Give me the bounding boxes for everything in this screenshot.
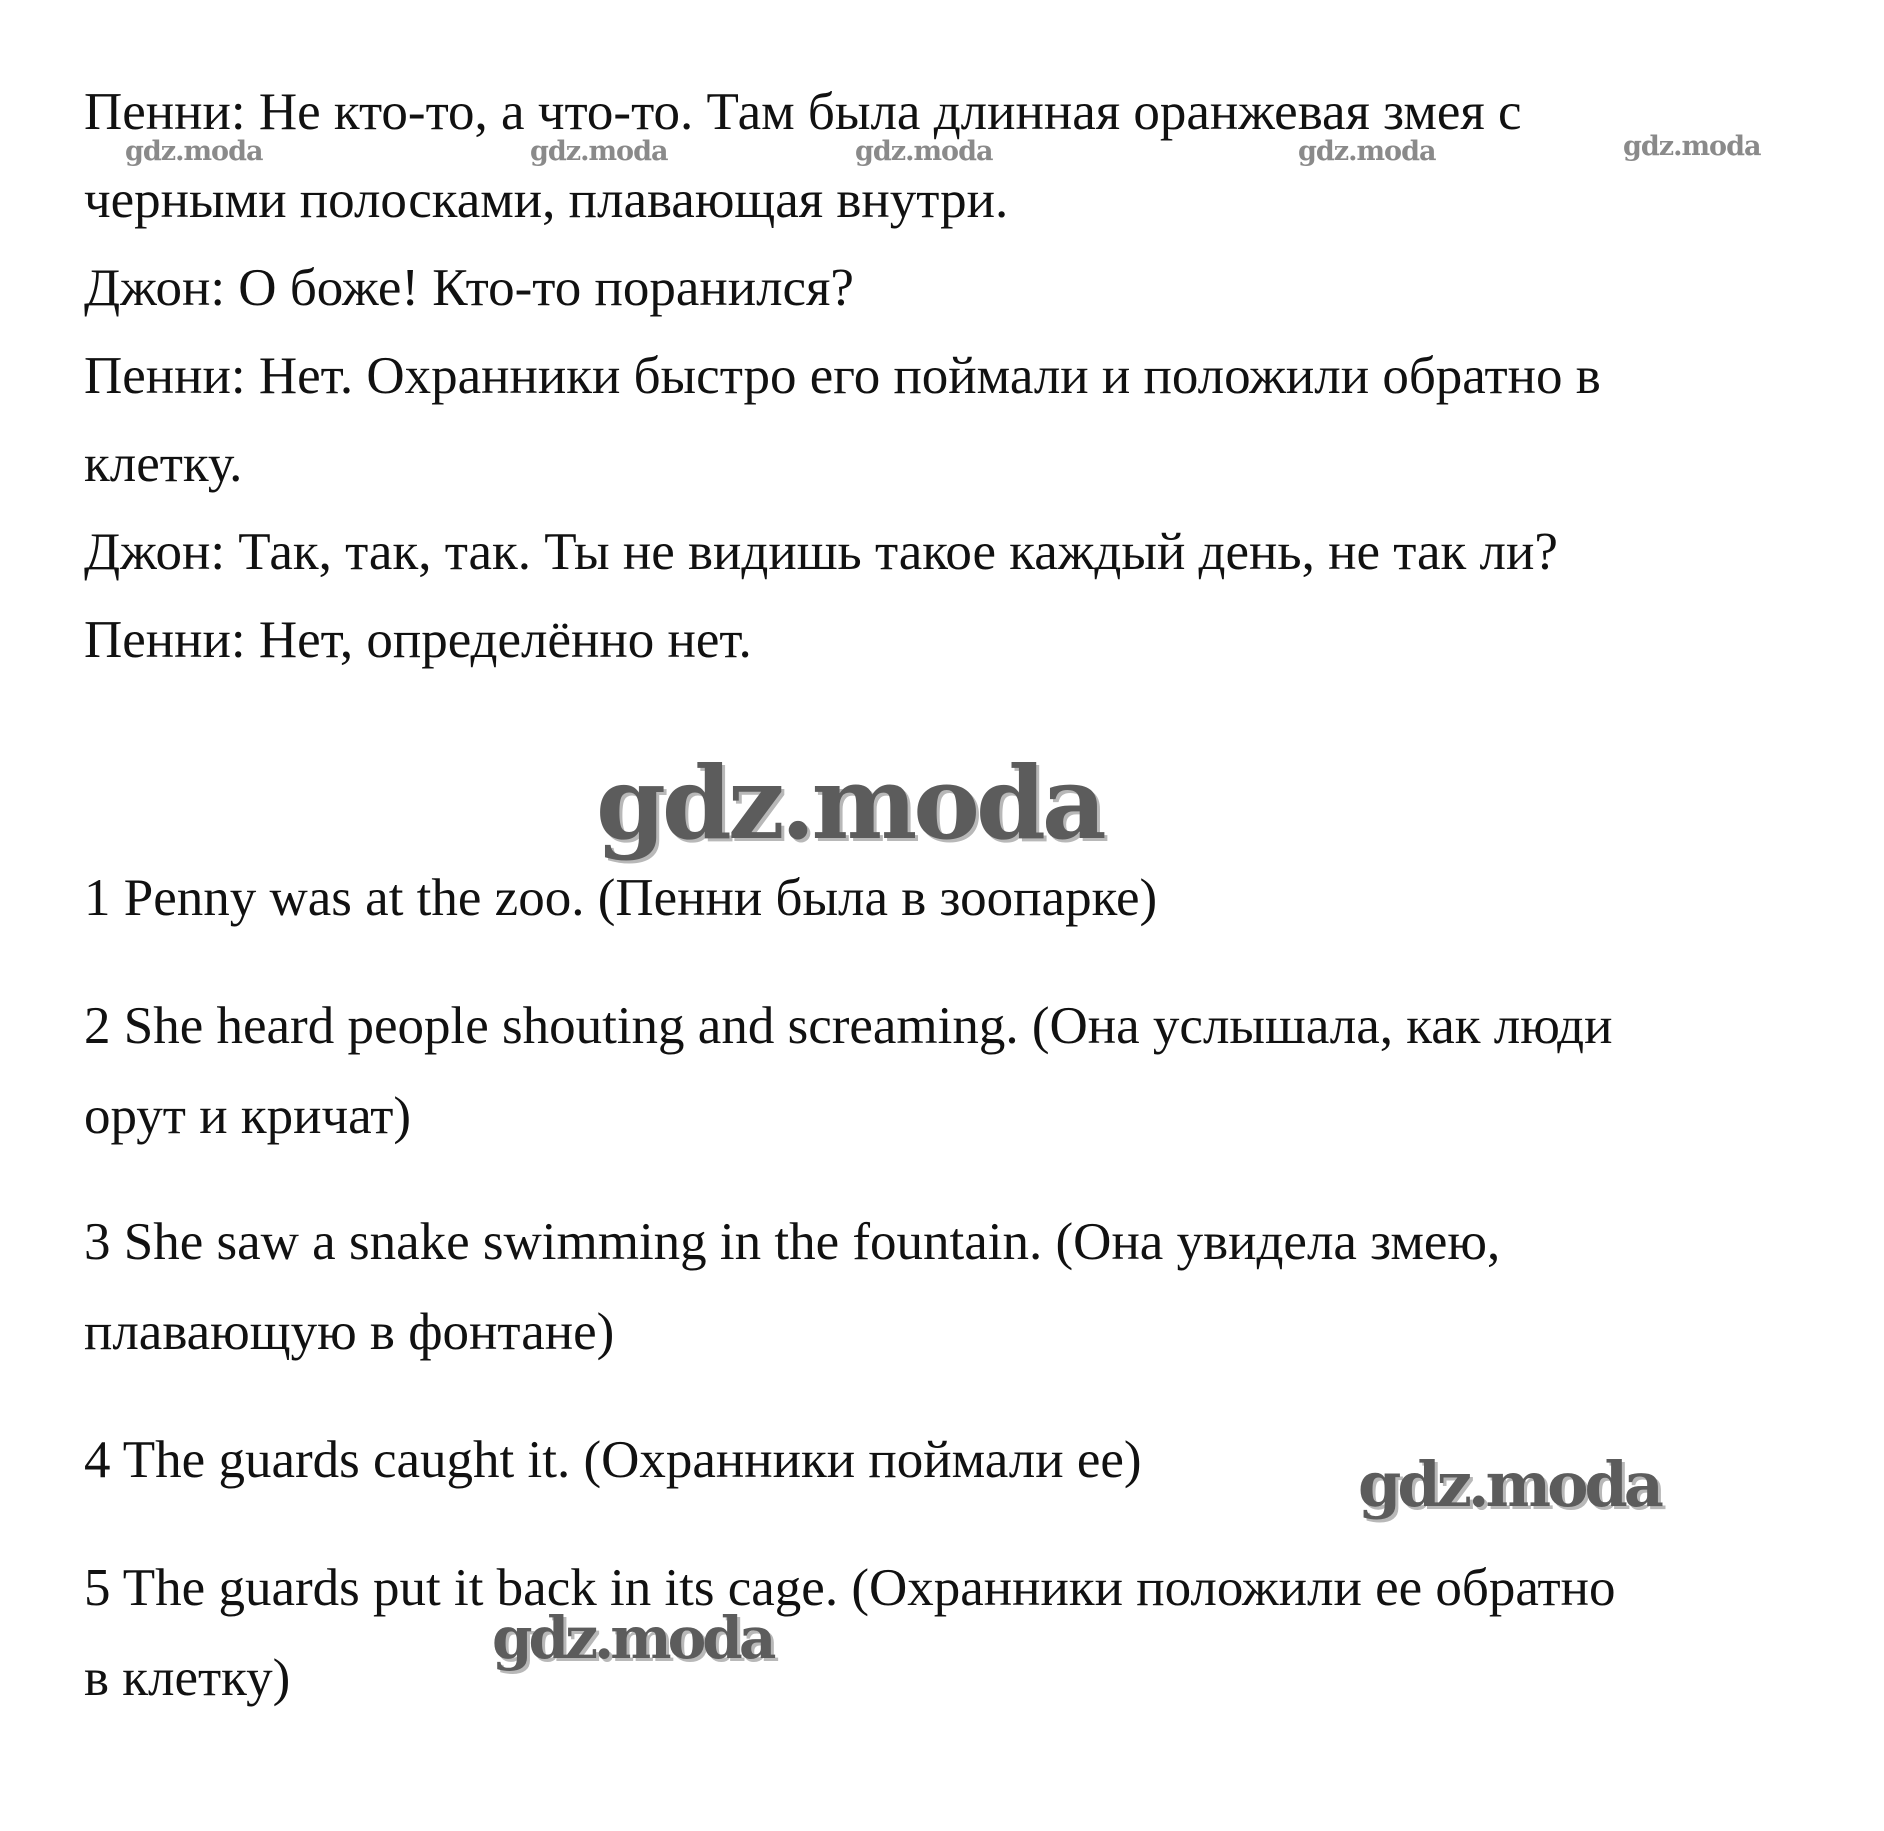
dialogue-line-4: Пенни: Нет. Охранники быстро его поймали и положили обратно в <box>84 347 1601 405</box>
watermark-small-4: gdz.moda <box>1298 136 1436 167</box>
answer-line-8: в клетку) <box>84 1649 291 1707</box>
watermark-large-right: gdz.moda <box>1358 1448 1660 1521</box>
answer-line-2: 2 She heard people shouting and screaming. (Она услышала, как люди <box>84 997 1613 1055</box>
watermark-small-3: gdz.moda <box>855 136 993 167</box>
answer-line-4: 3 She saw a snake swimming in the fountain. (Она увидела змею, <box>84 1213 1501 1271</box>
answer-line-5: плавающую в фонтане) <box>84 1303 615 1361</box>
answer-line-6: 4 The guards caught it. (Охранники поймали ее) <box>84 1431 1142 1489</box>
answer-line-3: орут и кричат) <box>84 1087 412 1145</box>
dialogue-line-1: Пенни: Не кто-то, а что-то. Там была длинная оранжевая змея с <box>84 83 1522 141</box>
watermark-large-center: gdz.moda <box>596 744 1103 862</box>
watermark-small-5: gdz.moda <box>1623 131 1761 162</box>
answer-line-7: 5 The guards put it back in its cage. (Охранники положили ее обратно <box>84 1559 1616 1617</box>
dialogue-line-7: Пенни: Нет, определённо нет. <box>84 611 752 669</box>
dialogue-line-3: Джон: О боже! Кто-то поранился? <box>84 259 854 317</box>
dialogue-line-2: черными полосками, плавающая внутри. <box>84 171 1009 229</box>
dialogue-line-5: клетку. <box>84 435 243 493</box>
answer-line-1: 1 Penny was at the zoo. (Пенни была в зоопарке) <box>84 869 1158 927</box>
watermark-small-1: gdz.moda <box>125 136 263 167</box>
dialogue-line-6: Джон: Так, так, так. Ты не видишь такое каждый день, не так ли? <box>84 523 1558 581</box>
watermark-small-2: gdz.moda <box>530 136 668 167</box>
watermark-large-bottom: gdz.moda <box>492 1604 773 1672</box>
